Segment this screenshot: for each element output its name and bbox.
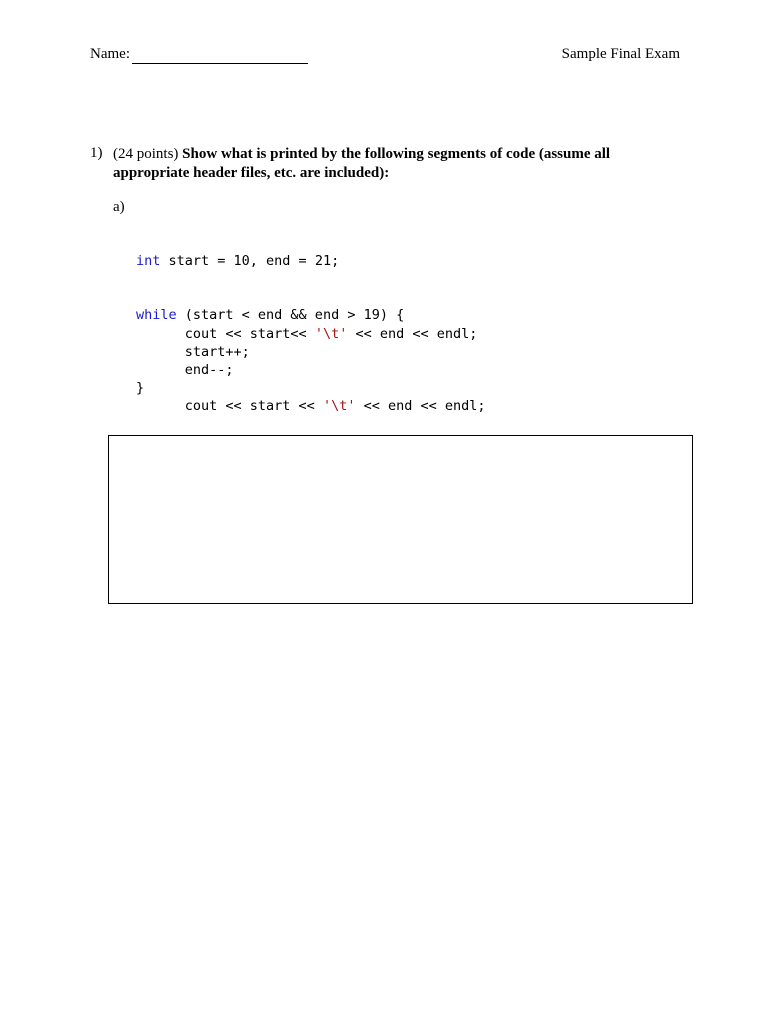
code-line-1 xyxy=(136,252,339,270)
code-string: '\t' xyxy=(322,398,356,414)
code-text: << end << endl; xyxy=(347,326,478,342)
code-text: (start < end && end > 19) { xyxy=(176,307,405,323)
code-text: start++; xyxy=(136,344,250,360)
code-line-2 xyxy=(136,306,404,324)
question-prompt: Show what is printed by the following segments of code (assume all appropriate header files, etc. are included): xyxy=(113,146,611,181)
code-line-7 xyxy=(136,397,486,415)
question-number: 1) xyxy=(90,145,103,161)
question-text xyxy=(113,145,653,183)
code-line-3 xyxy=(136,325,477,343)
code-line-6 xyxy=(136,379,144,397)
exam-title: Sample Final Exam xyxy=(561,46,680,62)
code-text: << end << endl; xyxy=(355,398,486,414)
code-keyword: int xyxy=(136,253,161,269)
part-label: a) xyxy=(113,199,125,215)
code-string: '\t' xyxy=(314,326,348,342)
name-blank-line[interactable] xyxy=(132,63,308,64)
code-keyword: while xyxy=(136,307,177,323)
code-text: end--; xyxy=(136,362,234,378)
name-label: Name: xyxy=(90,46,130,62)
code-line-4 xyxy=(136,343,250,361)
question-points: (24 points) xyxy=(113,146,179,162)
answer-box[interactable] xyxy=(108,435,693,604)
code-text: } xyxy=(136,380,145,396)
code-text: cout << start<< xyxy=(136,326,315,342)
code-text: start = 10, end = 21; xyxy=(160,253,340,269)
code-text: cout << start << xyxy=(136,398,323,414)
code-line-5 xyxy=(136,361,234,379)
